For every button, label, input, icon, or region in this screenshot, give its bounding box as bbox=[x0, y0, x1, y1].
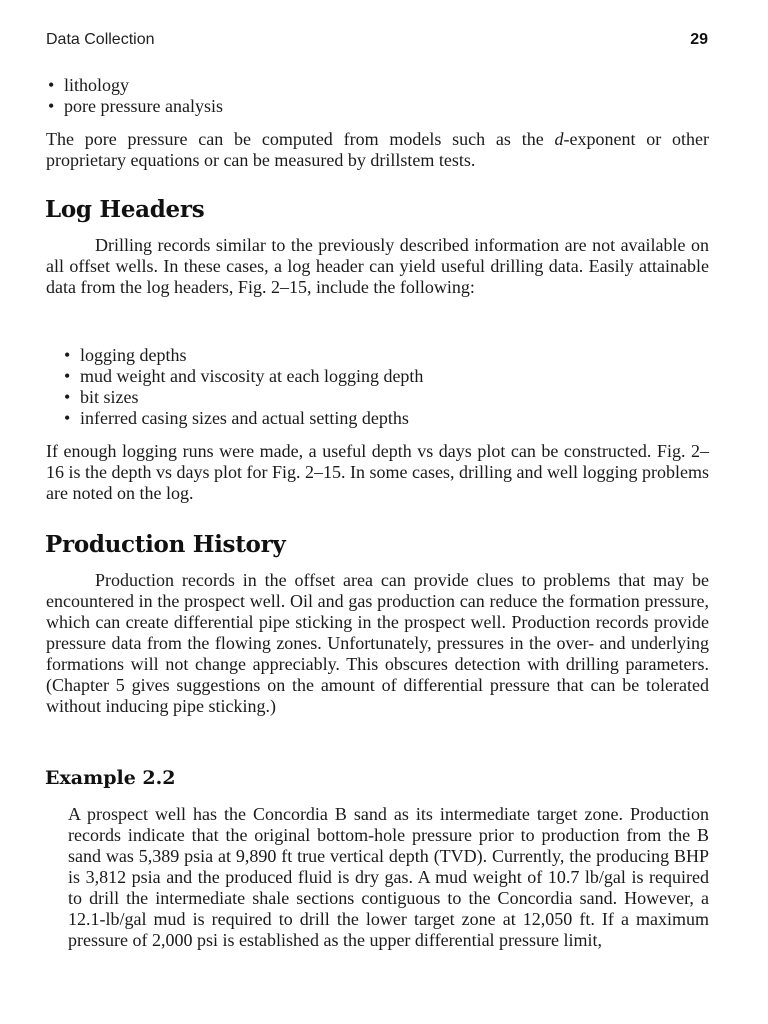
list-item: • bit sizes bbox=[64, 387, 139, 407]
page-number: 29 bbox=[690, 31, 708, 48]
bullet-icon: • bbox=[64, 345, 71, 365]
list-item: • mud weight and viscosity at each logging depth bbox=[64, 366, 424, 386]
bullet-icon: • bbox=[64, 366, 71, 386]
depth-vs-days-paragraph: If enough logging runs were made, a useful depth vs days plot can be constructed. Fig. 2–16 is the depth vs days plot for Fig. 2–15. In some cases, drilling and well logging problems are noted on the log. bbox=[46, 441, 709, 503]
pore-pressure-paragraph: The pore pressure can be computed from models such as the d-exponent or other proprietary equations or can be measured by drillstem tests. bbox=[46, 129, 710, 170]
example-paragraph: A prospect well has the Concordia B sand as its intermediate target zone. Production records indicate that the original bottom-hole pressure prior to production from the B sand was 5,389 psia at 9,890 ft true vertical depth (TVD). Currently, the producing BHP is 3,812 psia and the produced fluid is dry gas. A mud weight of 10.7 lb/gal is required to drill the intermediate shale sections contiguous to the Concordia sand. However, a 12.1-lb/gal mud is required to drill the lower target zone at 12,050 ft. If a maximum pressure of 2,000 psi is established as the upper differential pressure limit, bbox=[68, 804, 709, 950]
list-item: • logging depths bbox=[64, 345, 187, 365]
bullet-icon: • bbox=[64, 387, 71, 407]
example-heading: Example 2.2 bbox=[45, 767, 176, 789]
list-item: • pore pressure analysis bbox=[48, 96, 223, 116]
list-item: • lithology bbox=[48, 75, 130, 95]
list-item: • inferred casing sizes and actual setting depths bbox=[64, 408, 409, 428]
top-bullet-list bbox=[46, 75, 709, 117]
section-heading-log-headers: Log Headers bbox=[45, 196, 205, 223]
log-headers-bullet-list bbox=[62, 345, 702, 429]
running-head: Data Collection bbox=[46, 31, 155, 48]
bullet-icon: • bbox=[48, 75, 55, 95]
section-heading-production-history: Production History bbox=[45, 531, 286, 558]
log-headers-paragraph: Drilling records similar to the previously described information are not available on all offset wells. In these cases, a log header can yield useful drilling data. Easily attainable data from the log headers, Fig. 2–15, include the following: bbox=[46, 235, 709, 297]
bullet-icon: • bbox=[48, 96, 55, 116]
production-history-paragraph: Production records in the offset area can provide clues to problems that may be encountered in the prospect well. Oil and gas production can reduce the formation pressure, which can create differential pipe sticking in the prospect well. Production records provide pressure data from the flowing zones. Unfortunately, pressures in the over- and underlying formations will not change appreciably. This obscures detection with drilling parameters. (Chapter 5 gives suggestions on the amount of differential pressure that can be tolerated without inducing pipe sticking.) bbox=[46, 570, 709, 716]
bullet-icon: • bbox=[64, 408, 71, 428]
